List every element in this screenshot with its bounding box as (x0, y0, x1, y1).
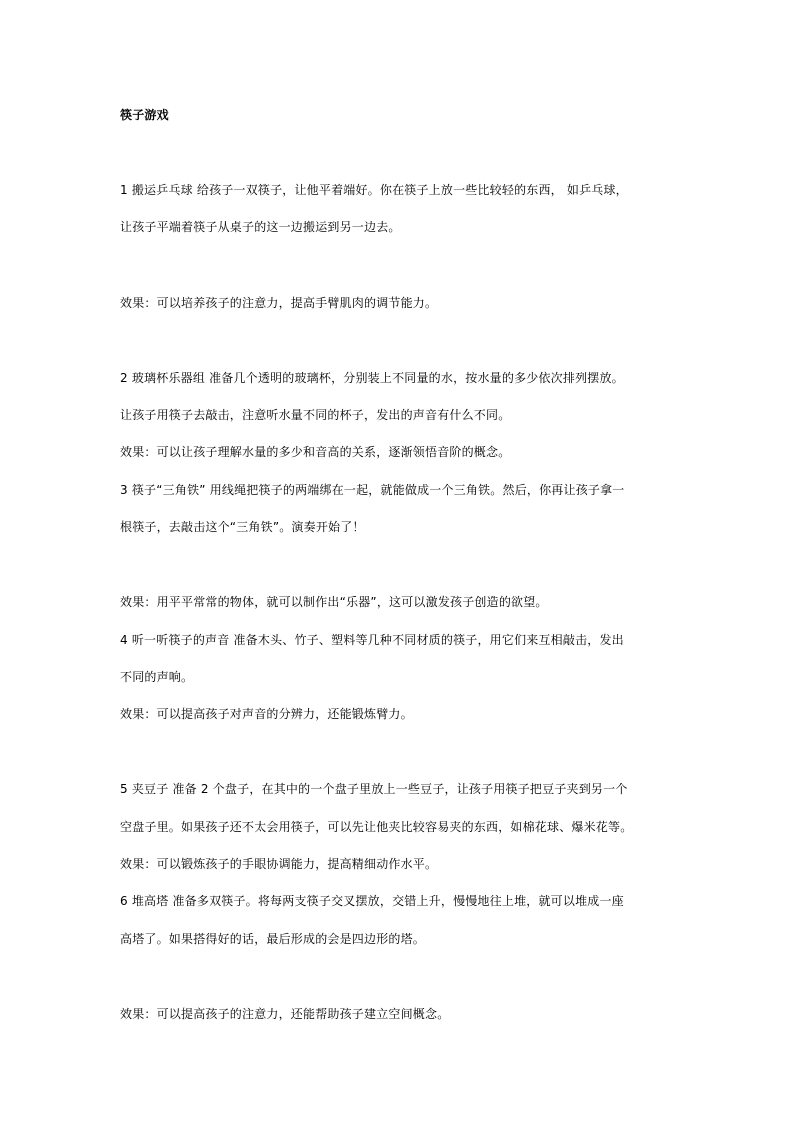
text-line: 效果：可以让孩子理解水量的多少和音高的关系，逐渐领悟音阶的概念。 (120, 445, 511, 459)
text-line: 效果：可以锻炼孩子的手眼协调能力，提高精细动作水平。 (120, 857, 438, 871)
text-line: 4 听一听筷子的声音 准备木头、竹子、塑料等几种不同材质的筷子，用它们来互相敲击，发出 (120, 633, 624, 647)
text-line: 根筷子，去敲击这个“三角铁”。演奏开始了！ (120, 520, 365, 534)
text-line: 效果：用平平常常的物体，就可以制作出“乐器”，这可以激发孩子创造的欲望。 (120, 595, 548, 609)
text-line: 效果：可以提高孩子的注意力，还能帮助孩子建立空间概念。 (120, 1007, 450, 1021)
text-line: 空盘子里。如果孩子还不太会用筷子，可以先让他夹比较容易夹的东西，如棉花球、爆米花等。 (120, 820, 633, 834)
text-line: 2 玻璃杯乐器组 准备几个透明的玻璃杯，分别装上不同量的水，按水量的多少依次排列摆放。 (120, 371, 624, 385)
text-line: 让孩子用筷子去敲击，注意听水量不同的杯子，发出的声音有什么不同。 (120, 408, 511, 422)
text-line: 5 夹豆子 准备 2 个盘子，在其中的一个盘子里放上一些豆子，让孩子用筷子把豆子夹到另一个 (120, 782, 628, 796)
text-line: 6 堆高塔 准备多双筷子。将每两支筷子交叉摆放，交错上升，慢慢地往上堆，就可以堆成一座 (120, 894, 624, 908)
text-line: 不同的声响。 (120, 670, 194, 684)
text-line: 效果：可以提高孩子对声音的分辨力，还能锻炼臂力。 (120, 707, 413, 721)
text-line: 1 搬运乒乓球 给孩子一双筷子，让他平着端好。你在筷子上放一些比较轻的东西， 如乒乓球， (120, 183, 628, 197)
text-line: 让孩子平端着筷子从桌子的这一边搬运到另一边去。 (120, 220, 401, 234)
text-line: 效果：可以培养孩子的注意力，提高手臂肌肉的调节能力。 (120, 296, 438, 310)
text-line: 3 筷子“三角铁” 用线绳把筷子的两端绑在一起，就能做成一个三角铁。然后，你再让孩子拿一 (120, 483, 625, 497)
page-title: 筷子游戏 (120, 108, 169, 122)
text-line: 高塔了。如果搭得好的话，最后形成的会是四边形的塔。 (120, 932, 426, 946)
